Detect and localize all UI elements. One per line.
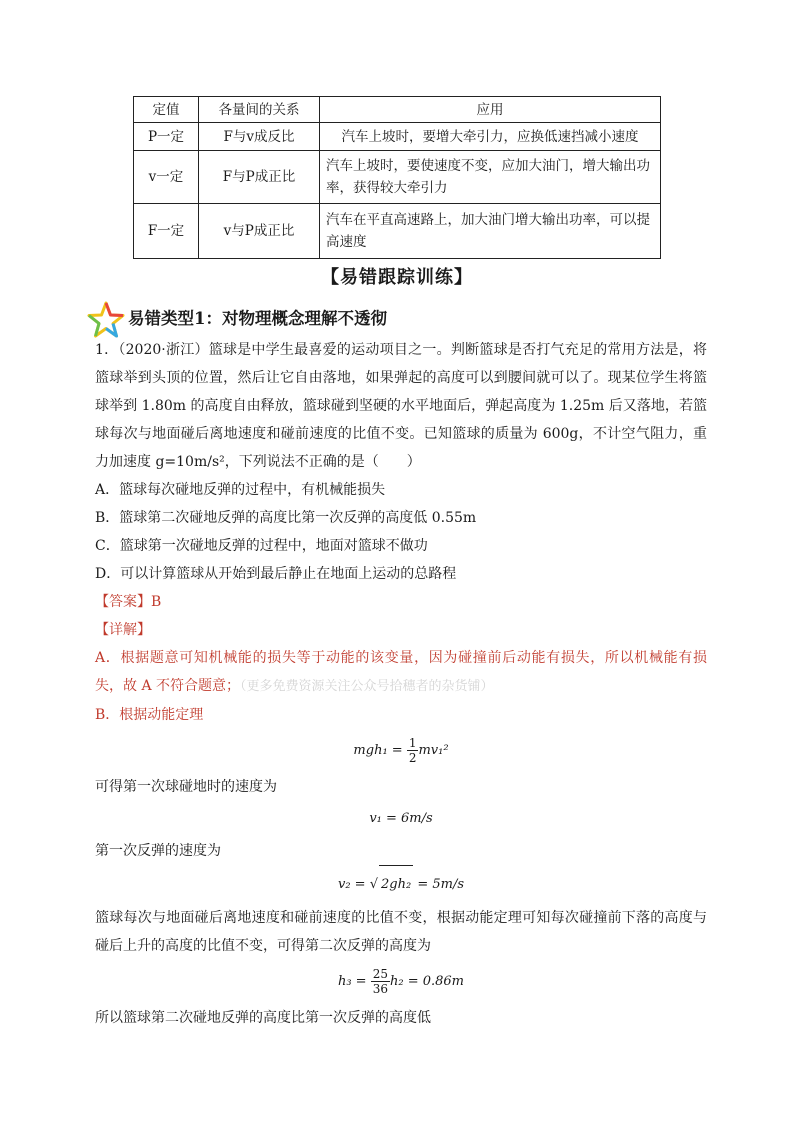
table-cell: 汽车上坡时，要增大牵引力，应换低速挡减小速度 xyxy=(320,123,661,151)
table-header-row xyxy=(134,97,661,123)
table-header: 定值 xyxy=(134,97,199,123)
sqrt-symbol: √ xyxy=(369,877,378,892)
option-d: D．可以计算篮球从开始到最后静止在地面上运动的总路程 xyxy=(95,566,457,582)
table-row xyxy=(134,151,661,204)
type-title: 易错类型1：对物理概念理解不透彻 xyxy=(128,309,387,328)
power-relation-table xyxy=(133,96,661,259)
detail-text-2: 可得第一次球碰地时的速度为 xyxy=(95,779,277,795)
question-stem: 1．（2020·浙江）篮球是中学生最喜爱的运动项目之一。判断篮球是否打气充足的常用方法是，将篮球举到头顶的位置，然后让它自由落地，如果弹起的高度可以到腰间就可以了。现某位学生将篮球举到 1.80m 的高度自由释放，篮球碰到坚硬的水平地面后，弹起高度为 1.25m 后又落地，若篮球每次与地面碰后离地速度和碰前速度的比值不变。已知篮球的质量为 600g，不计空气阻力，重力加速度 g=10m/s²，下列说法不正确的是（ ） xyxy=(95,342,707,470)
eq1-left: mgh₁ = xyxy=(353,743,407,758)
table-header: 应用 xyxy=(320,97,661,123)
detail-text-4: 篮球每次与地面碰后离地速度和碰前速度的比值不变，根据动能定理可知每次碰撞前下落的高度与碰后上升的高度的比值不变，可得第二次反弹的高度为 xyxy=(95,910,707,954)
fraction-half xyxy=(407,736,419,765)
table-row xyxy=(134,204,661,259)
table-cell: P一定 xyxy=(134,123,199,151)
type-heading xyxy=(86,300,387,340)
fraction-25-36 xyxy=(371,967,390,996)
eq4-right: h₂ = 0.86m xyxy=(390,974,465,989)
detail-b-intro: B．根据动能定理 xyxy=(95,707,204,723)
table-cell: v与P成正比 xyxy=(199,204,320,259)
section-title: 【易错跟踪训练】 xyxy=(321,267,473,288)
eq3-left: v₂ = xyxy=(337,877,370,892)
table-cell: v一定 xyxy=(134,151,199,204)
table-header: 各量间的关系 xyxy=(199,97,320,123)
detail-text-5: 所以篮球第二次碰地反弹的高度比第一次反弹的高度低 xyxy=(95,1010,431,1026)
table-cell: 汽车在平直高速路上，加大油门增大输出功率，可以提高速度 xyxy=(320,204,661,259)
detail-a xyxy=(95,644,707,701)
equation-v2 xyxy=(95,865,707,904)
star-icon xyxy=(86,300,126,340)
answer-label: 【答案】B xyxy=(95,594,162,610)
table-cell: F一定 xyxy=(134,204,199,259)
sqrt-content: 2gh₂ xyxy=(379,865,413,904)
fraction-denominator: 36 xyxy=(372,982,388,996)
question-content xyxy=(95,336,707,1032)
eq4-left: h₃ = xyxy=(337,974,371,989)
option-a: A．篮球每次碰地反弹的过程中，有机械能损失 xyxy=(95,482,386,498)
table-row xyxy=(134,123,661,151)
fraction-numerator: 1 xyxy=(408,736,417,750)
table-cell: F与v成反比 xyxy=(199,123,320,151)
watermark-text: （更多免费资源关注公众号拾穗者的杂货铺） xyxy=(240,679,494,694)
equation-kinetic-energy xyxy=(95,729,707,773)
option-b: B．篮球第二次碰地反弹的高度比第一次反弹的高度低 0.55m xyxy=(95,510,477,526)
eq1-right: mv₁² xyxy=(418,743,449,758)
table-cell: F与P成正比 xyxy=(199,151,320,204)
eq3-right: = 5m/s xyxy=(413,877,464,892)
equation-v1: v₁ = 6m/s xyxy=(369,811,433,826)
detail-text-3: 第一次反弹的速度为 xyxy=(95,843,221,859)
option-c: C．篮球第一次碰地反弹的过程中，地面对篮球不做功 xyxy=(95,538,428,554)
fraction-denominator: 2 xyxy=(408,751,417,765)
table-cell: 汽车上坡时，要使速度不变，应加大油门，增大输出功率，获得较大牵引力 xyxy=(320,151,661,204)
fraction-numerator: 25 xyxy=(372,967,388,981)
equation-h3 xyxy=(95,960,707,1004)
detail-label: 【详解】 xyxy=(95,622,151,638)
detail-a-text: A．根据题意可知机械能的损失等于动能的该变量，因为碰撞前后动能有损失，所以机械能有损失，故 A 不符合题意； xyxy=(95,650,707,694)
